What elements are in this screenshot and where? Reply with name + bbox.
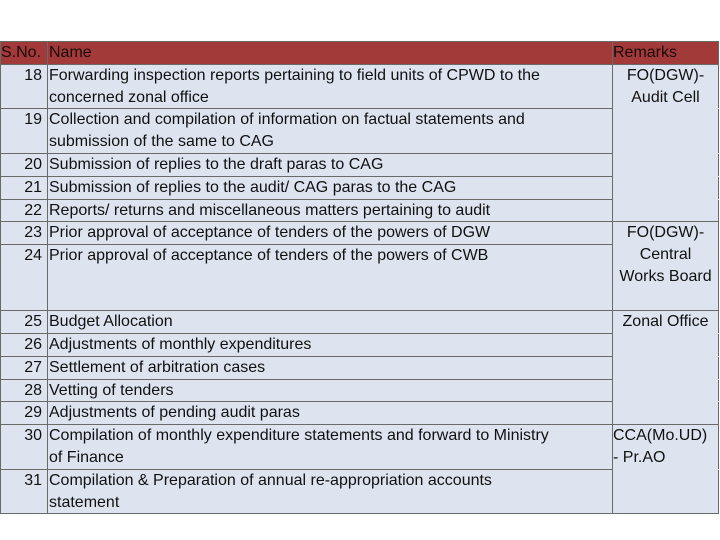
- row-name: Forwarding inspection reports pertaining to field units of CPWD to the concerned zonal office: [48, 64, 613, 109]
- table-header-row: [1, 42, 719, 65]
- row-sno: 19: [1, 109, 48, 154]
- row-name: Prior approval of acceptance of tenders of the powers of CWB: [48, 245, 613, 311]
- row-remarks: [613, 379, 719, 402]
- table-row: [1, 402, 719, 425]
- row-sno: 29: [1, 402, 48, 425]
- row-remarks: CCA(Mo.UD) - Pr.AO: [613, 425, 719, 470]
- row-sno: 28: [1, 379, 48, 402]
- row-remarks: [613, 356, 719, 379]
- table-row: [1, 356, 719, 379]
- row-name: Adjustments of monthly expenditures: [48, 333, 613, 356]
- row-name: Settlement of arbitration cases: [48, 356, 613, 379]
- row-sno: 22: [1, 199, 48, 222]
- row-name: Vetting of tenders: [48, 379, 613, 402]
- row-name: Compilation of monthly expenditure statements and forward to Ministry of Finance: [48, 425, 613, 470]
- row-remarks: [613, 153, 719, 176]
- row-name: Collection and compilation of information on factual statements and submission of the same to CAG: [48, 109, 613, 154]
- table-row: [1, 109, 719, 154]
- table-row: [1, 469, 719, 514]
- row-remarks: Zonal Office: [613, 311, 719, 334]
- table-row: [1, 176, 719, 199]
- row-remarks: [613, 469, 719, 514]
- row-remarks: [613, 199, 719, 222]
- row-sno: 27: [1, 356, 48, 379]
- row-name: Adjustments of pending audit paras: [48, 402, 613, 425]
- row-name: Reports/ returns and miscellaneous matters pertaining to audit: [48, 199, 613, 222]
- row-sno: 31: [1, 469, 48, 514]
- header-name: Name: [48, 42, 613, 65]
- row-remarks: [613, 333, 719, 356]
- row-sno: 20: [1, 153, 48, 176]
- table-row: [1, 199, 719, 222]
- table-row: [1, 64, 719, 109]
- row-name: Budget Allocation: [48, 311, 613, 334]
- table-row: [1, 222, 719, 245]
- row-remarks: [613, 109, 719, 154]
- row-sno: 26: [1, 333, 48, 356]
- row-sno: 23: [1, 222, 48, 245]
- row-remarks: [613, 176, 719, 199]
- row-remarks: FO(DGW)- Central Works Board: [613, 222, 719, 311]
- row-remarks: FO(DGW)- Audit Cell: [613, 64, 719, 109]
- row-sno: 25: [1, 311, 48, 334]
- row-name: Submission of replies to the audit/ CAG paras to the CAG: [48, 176, 613, 199]
- header-sno: S.No.: [1, 42, 48, 65]
- row-sno: 24: [1, 245, 48, 311]
- table-row: [1, 333, 719, 356]
- table-row: [1, 425, 719, 470]
- table-row: [1, 311, 719, 334]
- table-row: [1, 379, 719, 402]
- row-name: Submission of replies to the draft paras to CAG: [48, 153, 613, 176]
- work-allocation-table: [0, 41, 719, 514]
- row-sno: 30: [1, 425, 48, 470]
- row-name: Prior approval of acceptance of tenders of the powers of DGW: [48, 222, 613, 245]
- row-name: Compilation & Preparation of annual re-appropriation accounts statement: [48, 469, 613, 514]
- table-row: [1, 245, 719, 311]
- table-row: [1, 153, 719, 176]
- row-sno: 21: [1, 176, 48, 199]
- row-remarks: [613, 402, 719, 425]
- row-sno: 18: [1, 64, 48, 109]
- header-remarks: Remarks: [613, 42, 719, 65]
